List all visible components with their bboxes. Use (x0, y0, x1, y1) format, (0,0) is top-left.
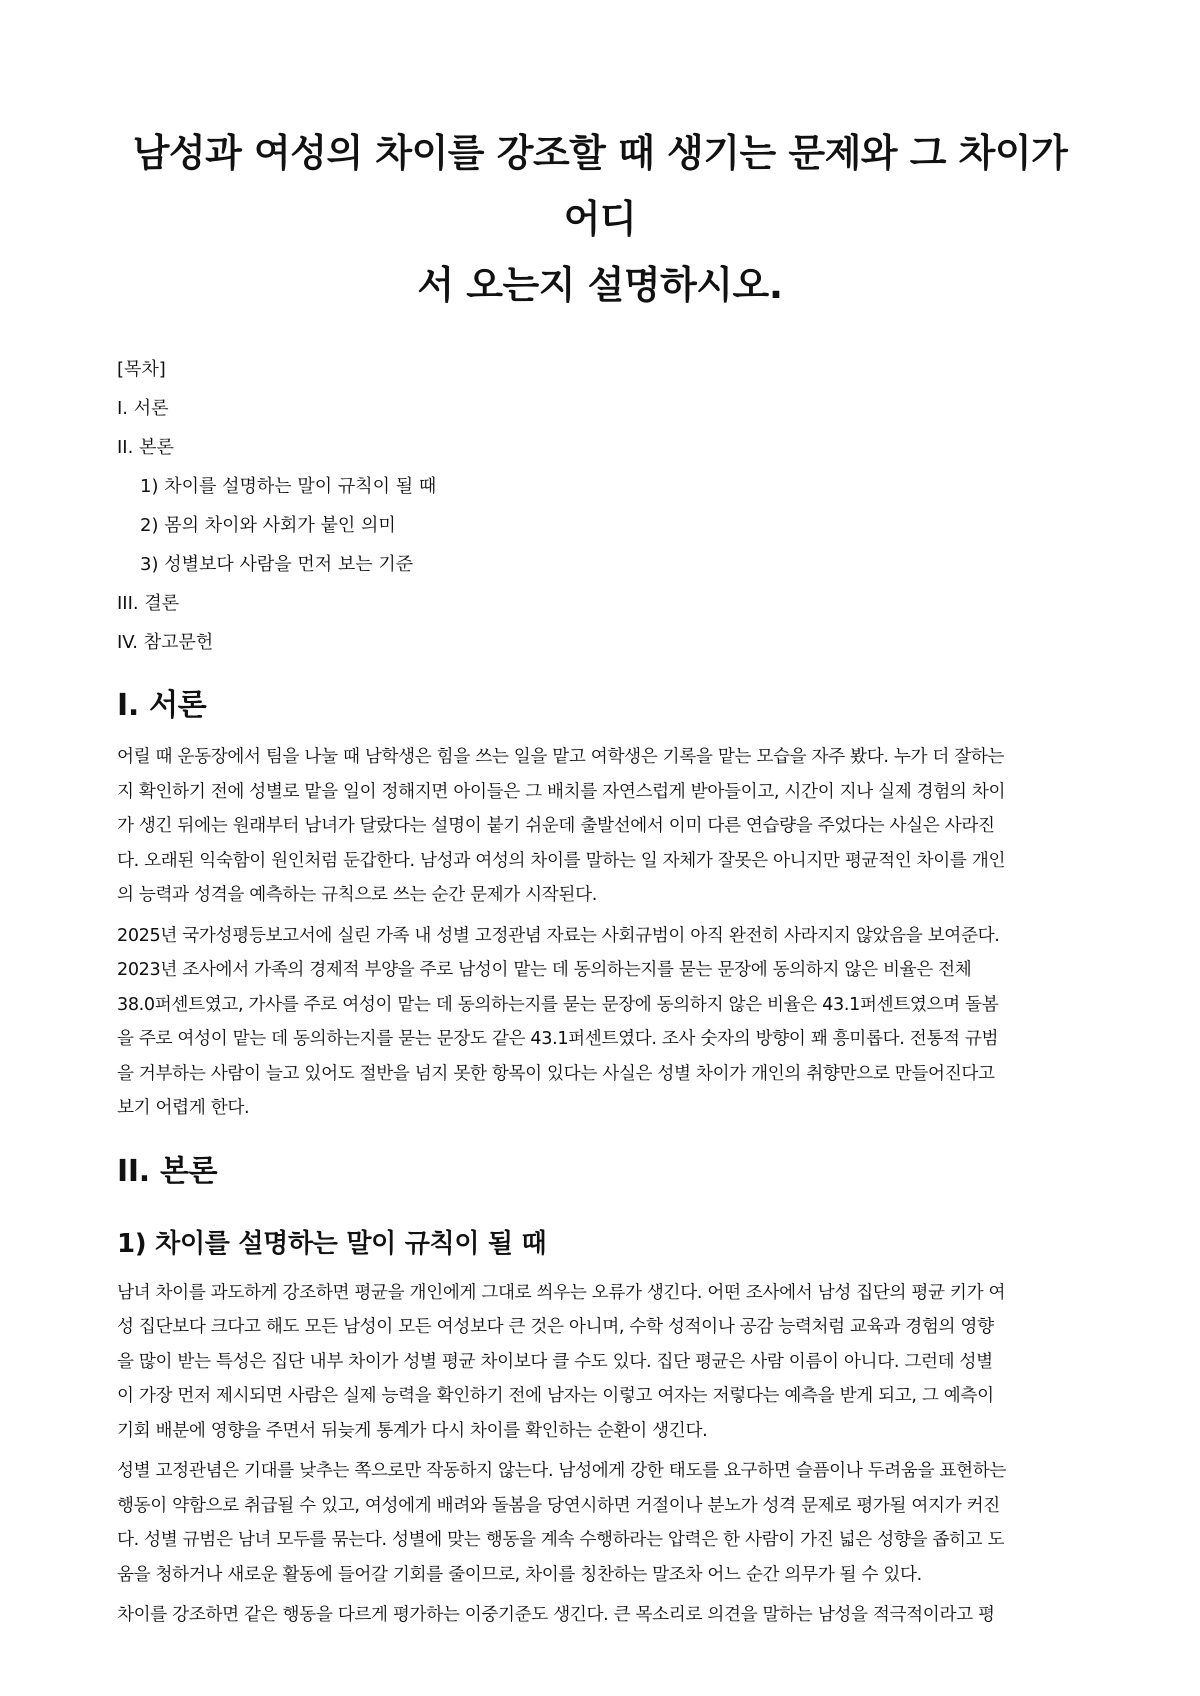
text-line: 성별 고정관념은 기대를 낮추는 쪽으로만 작동하지 않는다. 남성에게 강한 태도를 요구하면 슬픔이나 두려움을 표현하는 (117, 1461, 1007, 1481)
toc-item-conclusion: III. 결론 (117, 593, 180, 614)
body-sub1-paragraph-3 (117, 1598, 1083, 1633)
text-line: 남녀 차이를 과도하게 강조하면 평균을 개인에게 그대로 씌우는 오류가 생긴다. 어떤 조사에서 남성 집단의 평균 키가 여 (117, 1282, 1006, 1303)
intro-paragraph-2 (117, 919, 1083, 1126)
text-line: 이 가장 먼저 제시되면 사람은 실제 능력을 확인하기 전에 남자는 이렇고 여자는 저렇다는 예측을 받게 되고, 그 예측이 (117, 1386, 994, 1406)
text-line: 을 주로 여성이 맡는 데 동의하는지를 묻는 문장도 같은 43.1퍼센트였다. 조사 숫자의 방향이 꽤 흥미롭다. 전통적 규범 (117, 1029, 999, 1049)
text-line: 성 집단보다 크다고 해도 모든 남성이 모든 여성보다 큰 것은 아니며, 수학 성적이나 공감 능력처럼 교육과 경험의 영향 (117, 1317, 994, 1337)
text-line: 다. 오래된 익숙함이 원인처럼 둔갑한다. 남성과 여성의 차이를 말하는 일 자체가 잘못은 아니지만 평균적인 차이를 개인 (117, 850, 1006, 871)
text-line: 38.0퍼센트였고, 가사를 주로 여성이 맡는 데 동의하는지를 묻는 문장에 동의하지 않은 비율은 43.1퍼센트였으며 돌봄 (117, 994, 999, 1015)
section-heading-body: II. 본론 (117, 1153, 218, 1189)
text-line: 차이를 강조하면 같은 행동을 다르게 평가하는 이중기준도 생긴다. 큰 목소리로 의견을 말하는 남성을 적극적이라고 평 (117, 1605, 995, 1625)
text-line: 가 생긴 뒤에는 원래부터 남녀가 달랐다는 설명이 붙기 쉬운데 출발선에서 이미 다른 연습량을 주었다는 사실은 사라진 (117, 816, 995, 836)
document-title-line: 남성과 여성의 차이를 강조할 때 생기는 문제와 그 차이가 어디 (132, 131, 1068, 241)
text-line: 기회 배분에 영향을 주면서 뒤늦게 통계가 다시 차이를 확인하는 순환이 생긴다. (117, 1420, 708, 1441)
section-heading-intro: I. 서론 (117, 688, 207, 723)
toc-item-body-sub2: 2) 몸의 차이와 사회가 붙인 의미 (140, 515, 396, 536)
text-line: 움을 청하거나 새로운 활동에 들어갈 기회를 줄이므로, 차이를 칭찬하는 말조차 어느 순간 의무가 될 수 있다. (117, 1564, 922, 1585)
table-of-contents (117, 350, 1083, 662)
toc-item-body-sub1: 1) 차이를 설명하는 말이 규칙이 될 때 (140, 476, 437, 497)
document-title (117, 120, 1083, 318)
toc-heading: [목차] (117, 359, 166, 380)
text-line: 2025년 국가성평등보고서에 실린 가족 내 성별 고정관념 자료는 사회규범이 아직 완전히 사라지지 않았음을 보여준다. (117, 925, 1000, 946)
text-line: 의 능력과 성격을 예측하는 규칙으로 쓰는 순간 문제가 시작된다. (117, 885, 597, 905)
subsection-heading-1: 1) 차이를 설명하는 말이 규칙이 될 때 (117, 1228, 547, 1259)
text-line: 행동이 약함으로 취급될 수 있고, 여성에게 배려와 돌봄을 당연시하면 거절이나 분노가 성격 문제로 평가될 여지가 커진 (117, 1495, 1000, 1516)
body-sub1-paragraph-2 (117, 1454, 1083, 1592)
text-line: 보기 어렵게 한다. (117, 1098, 250, 1118)
text-line: 어릴 때 운동장에서 팀을 나눌 때 남학생은 힘을 쓰는 일을 맡고 여학생은 기록을 맡는 모습을 자주 봤다. 누가 더 잘하는 (117, 747, 1005, 767)
toc-item-references: IV. 참고문헌 (117, 632, 214, 653)
text-line: 다. 성별 규범은 남녀 모두를 묶는다. 성별에 맞는 행동을 계속 수행하라는 압력은 한 사람이 가진 넓은 성향을 좁히고 도 (117, 1530, 1005, 1550)
body-sub1-paragraph-1 (117, 1276, 1083, 1449)
document-title-line: 서 오는지 설명하시오. (417, 263, 783, 307)
intro-paragraph-1 (117, 740, 1083, 913)
text-line: 을 많이 받는 특성은 집단 내부 차이가 성별 평균 차이보다 클 수도 있다. 집단 평균은 사람 이름이 아니다. 그런데 성별 (117, 1351, 993, 1372)
text-line: 2023년 조사에서 가족의 경제적 부양을 주로 남성이 맡는 데 동의하는지를 묻는 문장에 동의하지 않은 비율은 전체 (117, 960, 972, 980)
text-line: 지 확인하기 전에 성별로 맡을 일이 정해지면 아이들은 그 배치를 자연스럽게 받아들이고, 시간이 지나 실제 경험의 차이 (117, 781, 1006, 802)
text-line: 을 거부하는 사람이 늘고 있어도 절반을 넘지 못한 항목이 있다는 사실은 성별 차이가 개인의 취향만으로 만들어진다고 (117, 1063, 995, 1084)
toc-item-intro: I. 서론 (117, 398, 169, 419)
toc-item-body-sub3: 3) 성별보다 사람을 먼저 보는 기준 (140, 554, 414, 575)
toc-item-body: II. 본론 (117, 437, 174, 458)
